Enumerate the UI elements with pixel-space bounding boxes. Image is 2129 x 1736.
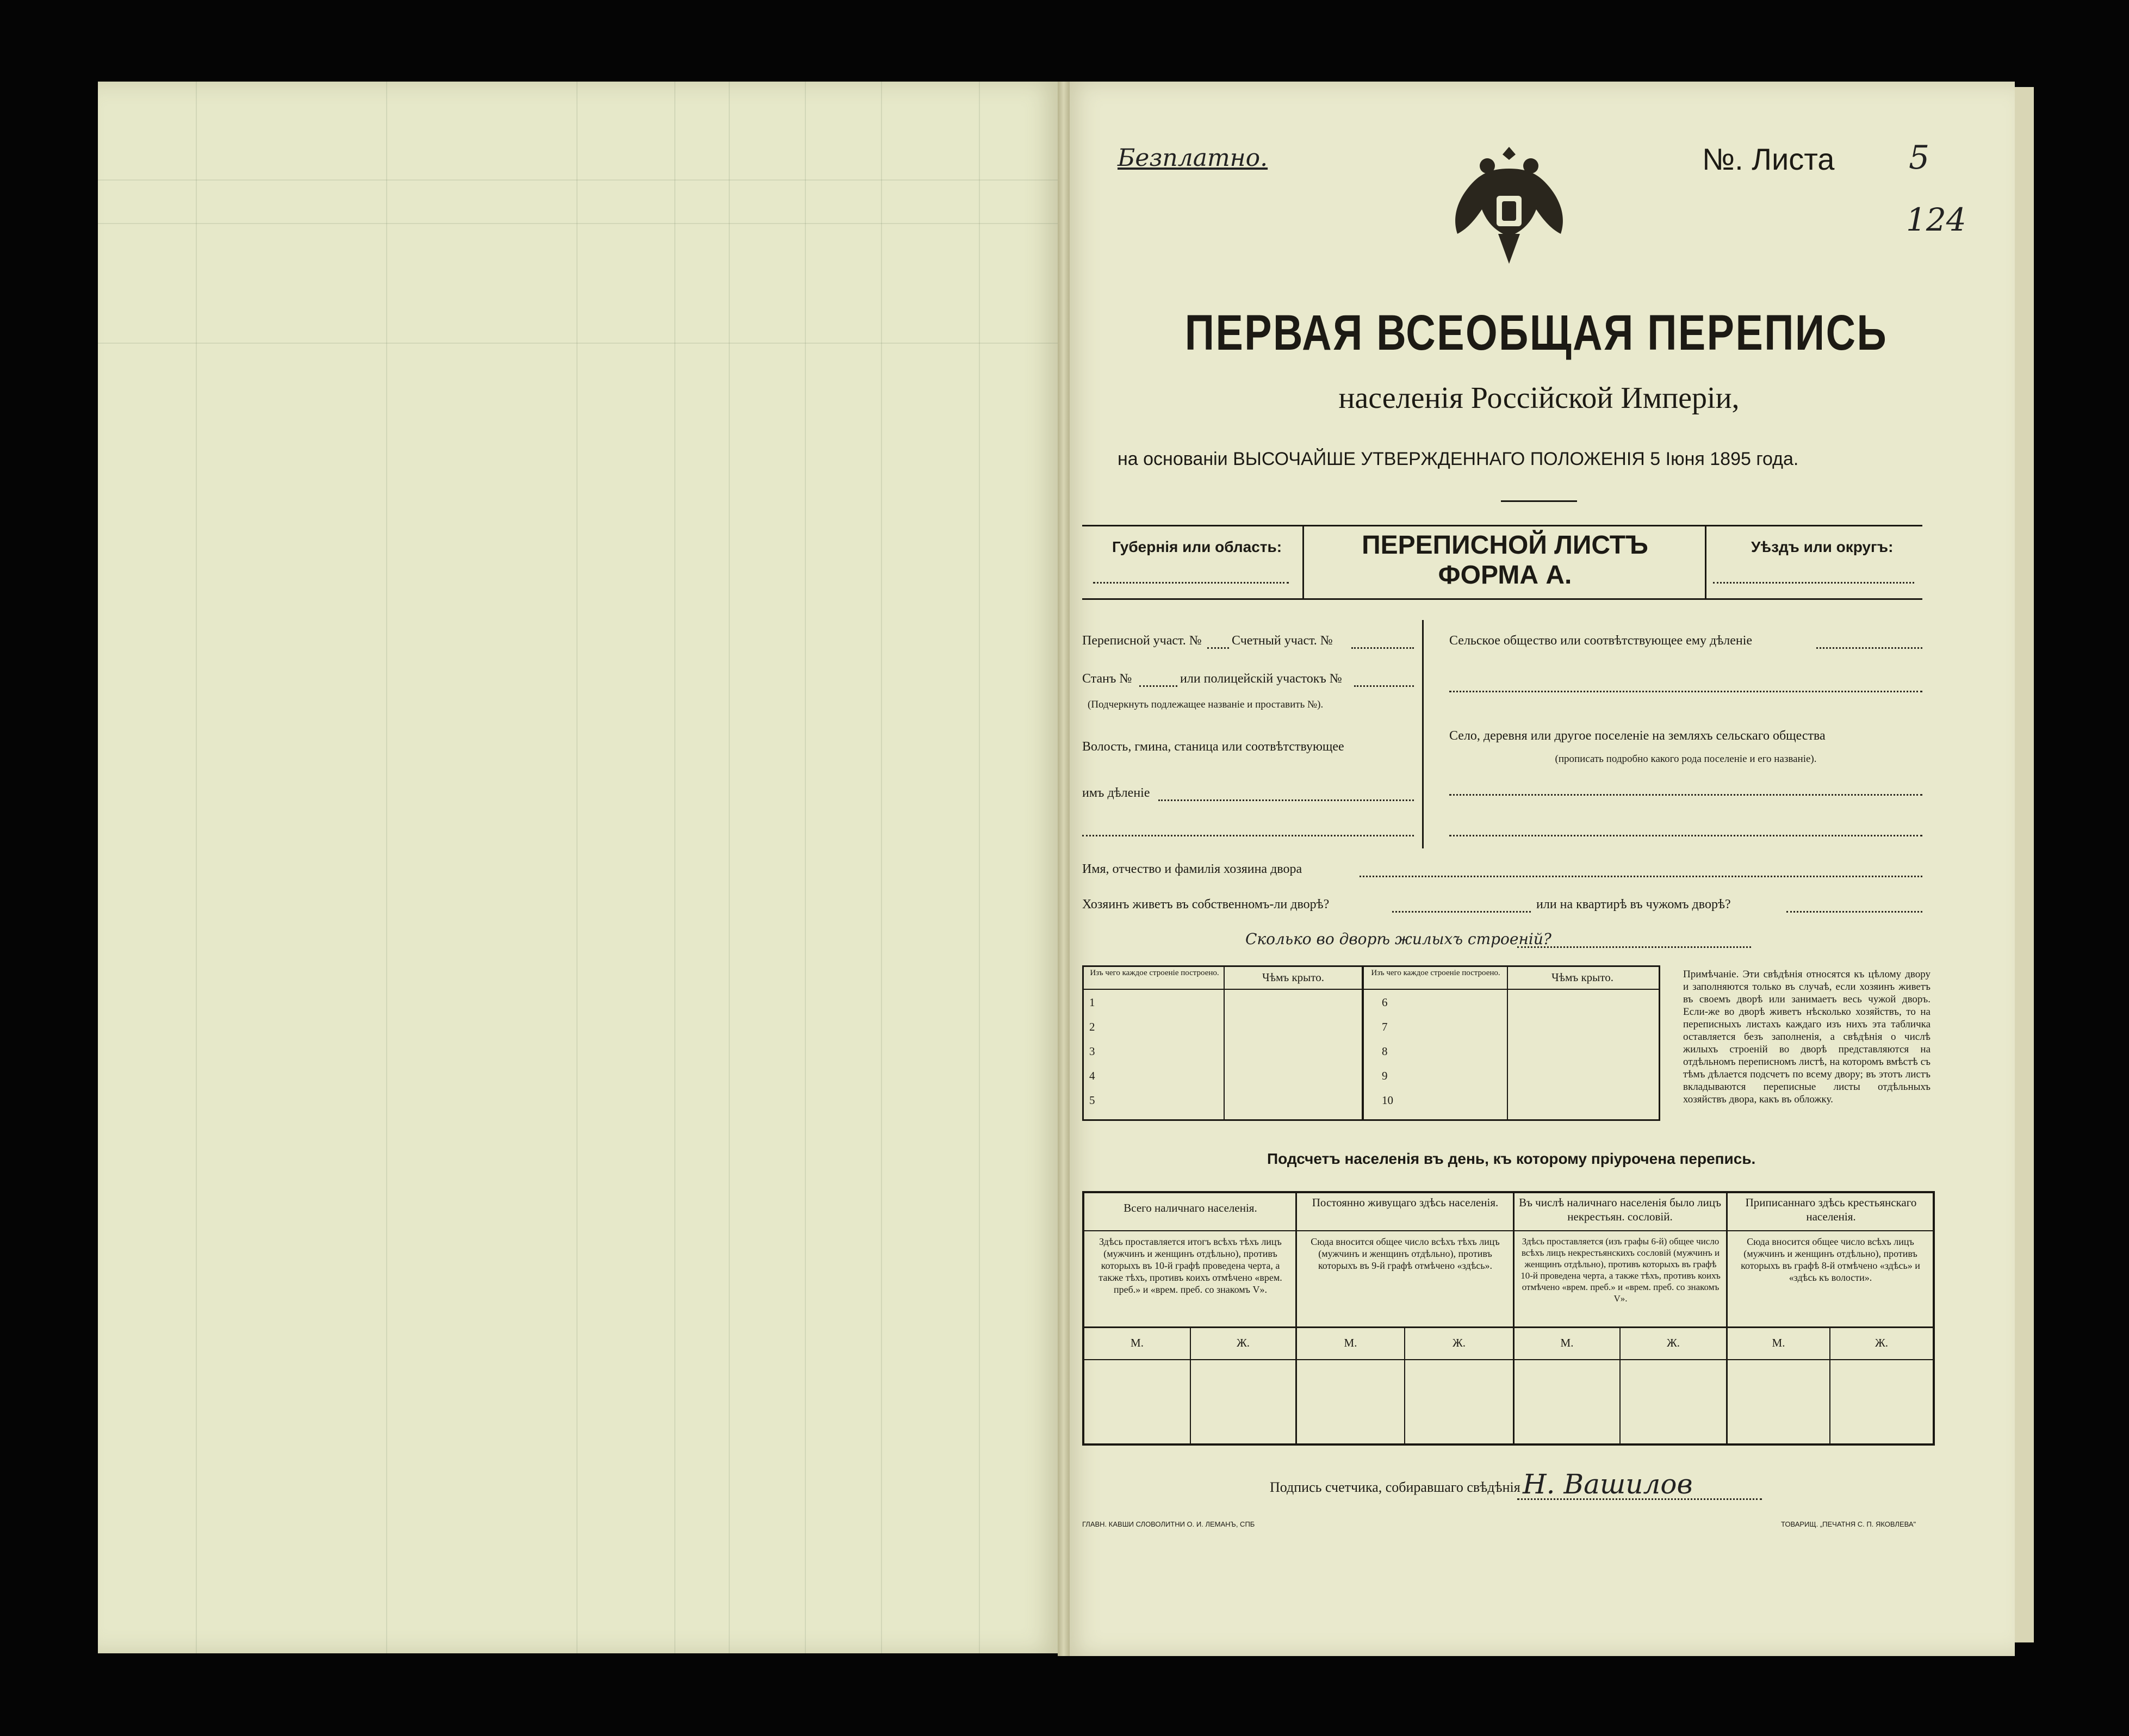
buildings-note: Примѣчаніе. Эти свѣдѣнія относятся къ цѣлому двору и заполняются только въ случаѣ, если хозяинъ живетъ въ своемъ дворѣ или занимаетъ весь чужой дворъ. Если-же во дворѣ живетъ нѣсколько хозяйствъ, то на переписныхъ листахъ каждаго изъ нихъ эта табличка оставляется безъ заполненія, а свѣдѣнія о числѣ жилыхъ строеній во дворѣ представляются на отдѣльномъ переписномъ листѣ, на которомъ вмѣстѣ съ тѣмъ дѣлается подсчетъ по всему двору; въ этотъ листъ вкладываются переписные листы отдѣльныхъ хозяйствъ двора, какъ въ обложку. — [1683, 969, 1931, 1105]
building-row-number: 1 — [1089, 996, 1095, 1009]
material-column-header-2: Изъ чего каждое строеніе построено. — [1371, 969, 1500, 977]
stan-label: Станъ № — [1082, 672, 1132, 686]
village-note: (прописать подробно какого рода поселеніе и его названіе). — [1555, 753, 1817, 765]
material-column-header: Изъ чего каждое строеніе построено. — [1090, 969, 1219, 977]
volost-field-2[interactable] — [1082, 835, 1414, 836]
sheet-number-label: №. Листа — [1702, 142, 1835, 176]
building-row-number: 4 — [1089, 1069, 1095, 1082]
building-row-number: 3 — [1089, 1045, 1095, 1058]
roof-column-header: Чѣмъ крыто. — [1262, 971, 1324, 984]
female-column: Ж. — [1452, 1336, 1466, 1349]
form-title: ПЕРЕПИСНОЙ ЛИСТЪ — [1362, 531, 1648, 560]
village-field[interactable] — [1449, 794, 1922, 796]
main-title: ПЕРВАЯ ВСЕОБЩАЯ ПЕРЕПИСЬ — [1184, 305, 1888, 361]
left-page — [98, 82, 1063, 1653]
form-type: ФОРМА А. — [1438, 561, 1572, 590]
non-peasant-header: Въ числѣ наличнаго населенія было лицъ некрестьян. сословій. — [1519, 1196, 1721, 1223]
building-row-number: 9 — [1382, 1069, 1388, 1082]
sheet-number-handwritten-alt: 124 — [1906, 201, 1966, 238]
volost-label: Волость, гмина, станица или соотвѣтствующее — [1082, 740, 1344, 754]
count-section-title: Подсчетъ населенія въ день, къ которому пріурочена перепись. — [1267, 1150, 1756, 1167]
roof-column-header-2: Чѣмъ крыто. — [1551, 971, 1613, 984]
building-row-number: 8 — [1382, 1045, 1388, 1058]
police-field[interactable] — [1354, 685, 1414, 687]
district-field[interactable] — [1713, 582, 1914, 584]
counting-district-field[interactable] — [1351, 647, 1414, 649]
police-label: или полицейскій участокъ № — [1180, 672, 1342, 686]
book-spine — [1058, 82, 1070, 1656]
rural-society-field[interactable] — [1816, 647, 1922, 649]
non-peasant-desc: Здѣсь проставляется (изъ графы 6-й) общее число всѣхъ лицъ некрестьянскихъ сословій (мужчинъ и женщинъ отдѣльно), противъ которыхъ въ графѣ 10-й проведена черта, а также тѣхъ, противъ коихъ отмѣчено «врем. преб.» и «врем. преб. со знакомъ V». — [1520, 1236, 1721, 1304]
owner-own-yard-field[interactable] — [1392, 911, 1531, 913]
female-column: Ж. — [1874, 1336, 1889, 1349]
census-district-field[interactable] — [1207, 647, 1229, 649]
male-column: М. — [1772, 1336, 1785, 1349]
male-column: М. — [1131, 1336, 1144, 1349]
signature-field[interactable] — [1517, 1498, 1762, 1500]
district-label: Уѣздъ или округъ: — [1751, 538, 1894, 555]
building-row-number: 5 — [1089, 1094, 1095, 1107]
foundry-imprint: ГЛАВН. КАВШИ СЛОВОЛИТНИ О. И. ЛЕМАНЪ, СПБ — [1082, 1520, 1255, 1528]
free-label: Безплатно. — [1118, 144, 1268, 172]
enumerator-signature[interactable]: Н. Вашилов — [1523, 1468, 1693, 1500]
female-column: Ж. — [1236, 1336, 1250, 1349]
buildings-count-field[interactable] — [1517, 946, 1751, 948]
province-field[interactable] — [1093, 582, 1289, 584]
registered-peasant-header: Приписаннаго здѣсь крестьянскаго населенія. — [1745, 1196, 1917, 1223]
census-district-label: Переписной участ. № — [1082, 634, 1202, 648]
volost-field[interactable] — [1158, 799, 1414, 801]
village-label: Село, деревня или другое поселеніе на земляхъ сельскаго общества — [1449, 729, 1826, 743]
legal-basis: на основаніи ВЫСОЧАЙШЕ УТВЕРЖДЕННАГО ПОЛОЖЕНІЯ 5 Іюня 1895 года. — [1118, 449, 1799, 469]
owner-other-yard-label: или на квартирѣ въ чужомъ дворѣ? — [1536, 897, 1731, 912]
printer-imprint: ТОВАРИЩ. „ПЕЧАТНЯ С. П. ЯКОВЛЕВА" — [1781, 1520, 1916, 1528]
building-row-number: 2 — [1089, 1020, 1095, 1033]
building-row-number: 10 — [1382, 1094, 1393, 1107]
total-present-header: Всего наличнаго населенія. — [1124, 1201, 1257, 1214]
total-present-desc: Здѣсь проставляется итогъ всѣхъ тѣхъ лицъ (мужчинъ и женщинъ отдѣльно), противъ которыхъ въ 10-й графѣ проведена черта, а также тѣхъ, противъ коихъ отмѣчено «врем. преб.» и «врем. преб. со знакомъ V». — [1098, 1236, 1282, 1295]
owner-label: Имя, отчество и фамилія хозяина двора — [1082, 862, 1302, 876]
owner-other-yard-field[interactable] — [1786, 911, 1922, 913]
volost-label-2: имъ дѣленіе — [1082, 786, 1150, 800]
buildings-table — [1082, 965, 1660, 1121]
village-field-2[interactable] — [1449, 835, 1922, 836]
signature-label: Подпись счетчика, собиравшаго свѣдѣнія — [1270, 1479, 1520, 1495]
owner-lives-label: Хозяинъ живетъ въ собственномъ-ли дворѣ? — [1082, 897, 1330, 912]
building-row-number: 6 — [1382, 996, 1388, 1009]
buildings-question: Сколько во дворѣ жилыхъ строеній? — [1245, 930, 1551, 948]
rural-society-label: Сельское общество или соотвѣтствующее ему дѣленіе — [1449, 634, 1753, 648]
registered-peasant-desc: Сюда вносится общее число всѣхъ лицъ (мужчинъ и женщинъ отдѣльно), противъ которыхъ въ графѣ 8-й отмѣчено «здѣсь» и «здѣсь къ волости». — [1741, 1236, 1920, 1283]
subtitle: населенія Россійской Имперіи, — [1338, 381, 1740, 415]
permanent-residents-header: Постоянно живущаго здѣсь населенія. — [1312, 1196, 1499, 1209]
page-edge — [2012, 87, 2034, 1642]
population-count-table — [1082, 1191, 1935, 1446]
ornament-divider — [1501, 500, 1577, 502]
building-row-number: 7 — [1382, 1020, 1388, 1033]
female-column: Ж. — [1666, 1336, 1680, 1349]
owner-field[interactable] — [1360, 876, 1922, 877]
rural-society-field-2[interactable] — [1449, 691, 1922, 692]
double-headed-eagle-icon — [1436, 136, 1582, 283]
stan-field[interactable] — [1139, 685, 1177, 687]
counting-district-label: Счетный участ. № — [1232, 634, 1333, 648]
male-column: М. — [1560, 1336, 1574, 1349]
underline-note: (Подчеркнуть подлежащее названіе и проставить №). — [1088, 699, 1324, 710]
male-column: М. — [1344, 1336, 1357, 1349]
permanent-residents-desc: Сюда вносится общее число всѣхъ тѣхъ лицъ (мужчинъ и женщинъ отдѣльно), противъ которыхъ въ 9-й графѣ отмѣчено «здѣсь». — [1311, 1236, 1500, 1271]
sheet-number-handwritten: 5 — [1909, 139, 1930, 177]
province-label: Губернія или область: — [1112, 538, 1282, 555]
